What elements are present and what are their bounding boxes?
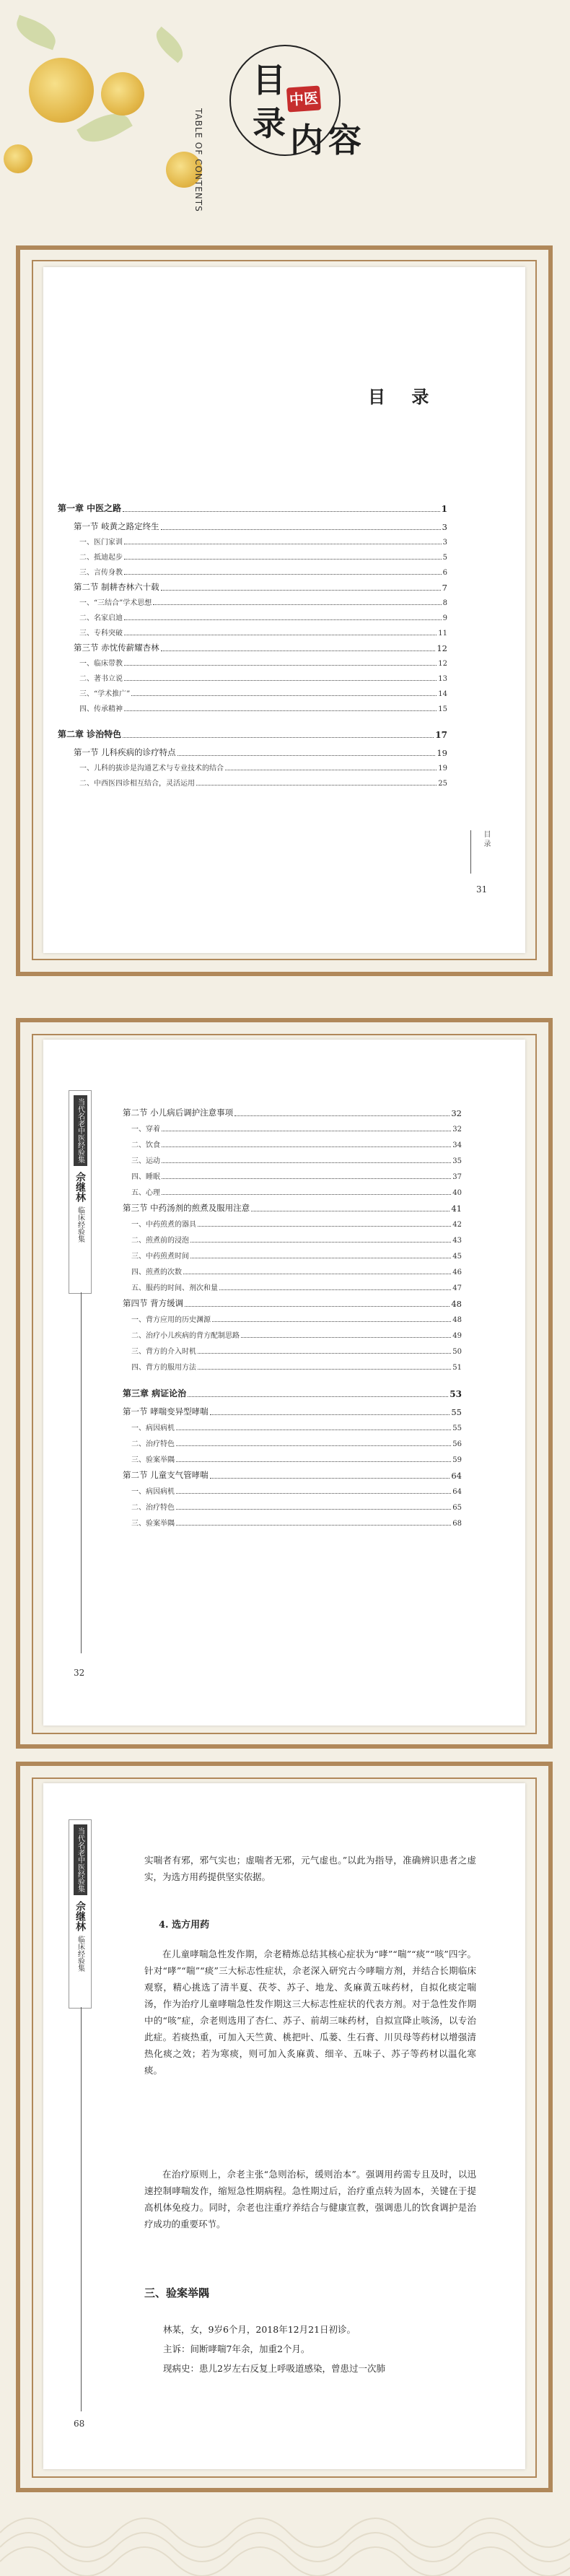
toc-entry[interactable]	[79, 596, 447, 607]
toc-entry-label: 第二章 诊治特色	[58, 729, 122, 739]
toc-entry-page: 43	[452, 1237, 462, 1245]
toc-leader-dots	[131, 695, 437, 696]
toc-entry-label: 一、临床带教	[79, 660, 123, 668]
toc-leader-dots	[190, 1242, 451, 1243]
toc-entry-label: 一、“三结合”学术思想	[79, 599, 152, 607]
toc-entry-label: 一、病因病机	[131, 1424, 175, 1432]
toc-entry-label: 二、中西医四诊相互结合，灵活运用	[79, 780, 195, 788]
toc-entry-label: 三、验案举隅	[131, 1456, 175, 1464]
toc-entry[interactable]	[74, 747, 447, 758]
toc-entry-page: 11	[438, 630, 447, 638]
toc-entry-label: 第二节 制耕杏林六十载	[74, 582, 159, 592]
toc-entry-page: 53	[450, 1389, 462, 1399]
leaf-decoration	[12, 15, 61, 51]
toc-leader-dots	[234, 1115, 450, 1116]
toc-entry-page: 65	[452, 1504, 462, 1512]
toc-entry[interactable]	[131, 1422, 462, 1432]
toc-entry-label: 三、专科突破	[79, 630, 123, 638]
toc-leader-dots	[219, 1289, 451, 1290]
toc-title: 目 录	[368, 386, 439, 407]
page1	[43, 267, 525, 953]
toc-entry[interactable]	[74, 642, 447, 653]
toc-entry-page: 19	[437, 748, 447, 758]
toc-entry-page: 1	[441, 504, 447, 514]
toc-entry-page: 9	[442, 614, 447, 622]
toc-entry-label: 四、传承精神	[79, 705, 123, 713]
header-decoration	[0, 0, 570, 217]
toc-entry-page: 32	[452, 1126, 462, 1133]
toc-leader-dots	[176, 1445, 451, 1446]
toc-entry-label: 四、背方的服用方法	[131, 1364, 196, 1372]
toc-leader-dots	[210, 1478, 450, 1479]
toc-entry-page: 34	[452, 1141, 462, 1149]
toc-entry-label: 二、饮食	[131, 1141, 160, 1149]
book-label	[69, 1090, 92, 1294]
toc-entry-page: 59	[452, 1456, 462, 1464]
toc-leader-dots	[198, 1226, 451, 1227]
title-char: 内	[290, 121, 323, 160]
toc-entry-label: 二、煎煮前的浸泡	[131, 1237, 189, 1245]
toc-entry-label: 第四节 背方缓调	[123, 1298, 184, 1308]
toc-entry-page: 46	[452, 1269, 462, 1276]
toc-entry-page: 50	[452, 1348, 462, 1356]
toc-entry[interactable]	[131, 1485, 462, 1496]
toc-leader-dots	[196, 785, 437, 786]
leaf-decoration	[150, 27, 189, 64]
book-series: 当代名老中医经验集	[74, 1824, 87, 1895]
toc-leader-dots	[161, 650, 436, 651]
toc-entry[interactable]	[79, 762, 447, 773]
toc-entry-label: 三、验案举隅	[131, 1520, 175, 1528]
toc-entry-label: 第二节 小儿病后调护注意事项	[123, 1108, 234, 1118]
toc-leader-dots	[210, 1414, 450, 1415]
toc-entry[interactable]	[123, 1406, 462, 1417]
toc-entry-page: 56	[452, 1440, 462, 1448]
toc-entry-label: 第一节 儿科疾病的诊疗特点	[74, 747, 176, 757]
toc-leader-dots	[153, 604, 441, 605]
side-rule	[81, 1292, 82, 1653]
toc-entry[interactable]	[131, 1234, 462, 1245]
toc-entry-label: 第二节 儿童支气管哮喘	[123, 1470, 209, 1480]
seal-stamp: 中医	[286, 85, 321, 112]
toc-leader-dots	[124, 710, 437, 711]
toc-entry[interactable]	[74, 521, 447, 532]
toc-entry[interactable]	[79, 612, 447, 622]
toc-leader-dots	[123, 511, 439, 512]
title-char: 录	[253, 104, 286, 143]
toc-entry-label: 二、治疗特色	[131, 1440, 175, 1448]
toc-entry-label: 第三章 病证论治	[123, 1388, 187, 1398]
case-line: 现病史：患儿2岁左右反复上呼吸道感染，曾患过一次肺	[163, 2363, 385, 2374]
page3	[43, 1783, 525, 2469]
toc-entry-page: 42	[452, 1221, 462, 1229]
wave-decoration	[0, 2489, 570, 2576]
toc-entry-page: 12	[437, 643, 447, 653]
page-number: 31	[476, 884, 488, 895]
toc-leader-dots	[161, 590, 441, 591]
toc-entry[interactable]	[79, 551, 447, 562]
toc-entry-page: 25	[438, 780, 447, 788]
toc-entry[interactable]	[131, 1250, 462, 1261]
toc-leader-dots	[162, 1194, 451, 1195]
toc-leader-dots	[162, 1162, 451, 1163]
book-label	[69, 1819, 92, 2009]
page2	[43, 1040, 525, 1726]
toc-entry-label: 四、煎煮的次数	[131, 1269, 182, 1276]
toc-entry[interactable]	[79, 672, 447, 683]
toc-entry-label: 四、睡眠	[131, 1173, 160, 1181]
toc-entry-label: 二、名家启迪	[79, 614, 123, 622]
toc-entry-page: 12	[438, 660, 447, 668]
toc-entry-label: 二、治疗小儿疾病的背方配制思路	[131, 1332, 240, 1340]
toc-entry-page: 15	[438, 705, 447, 713]
toc-entry-page: 64	[451, 1471, 462, 1481]
toc-entry-page: 3	[442, 539, 447, 547]
toc-leader-dots	[177, 755, 436, 756]
toc-entry[interactable]	[79, 536, 447, 547]
toc-entry-page: 8	[442, 599, 447, 607]
book-author: 佘继林	[74, 1172, 86, 1202]
toc-leader-dots	[198, 1353, 451, 1354]
toc-entry-page: 47	[452, 1284, 462, 1292]
toc-entry-page: 3	[442, 522, 447, 532]
toc-entry[interactable]	[79, 702, 447, 713]
toc-leader-dots	[176, 1493, 451, 1494]
toc-leader-dots	[162, 1146, 451, 1147]
toc-entry[interactable]	[79, 627, 447, 638]
section-heading: 三、验案举隅	[144, 2286, 210, 2299]
toc-leader-dots	[124, 619, 442, 620]
toc-entry-label: 二、抵迪起步	[79, 554, 123, 562]
page-number: 32	[74, 1668, 85, 1678]
toc-entry[interactable]	[79, 687, 447, 698]
toc-entry-page: 55	[451, 1407, 462, 1417]
toc-entry[interactable]	[131, 1282, 462, 1292]
toc-entry-page: 68	[452, 1520, 462, 1528]
book-series: 当代名老中医经验集	[74, 1095, 87, 1166]
toc-entry-page: 48	[451, 1299, 462, 1309]
toc-entry[interactable]	[58, 728, 447, 740]
book-subtitle: 临床经验集	[76, 1936, 84, 1972]
toc-entry-label: 第三节 赤忱传薪耀杏林	[74, 643, 159, 653]
toc-leader-dots	[185, 1306, 450, 1307]
toc-entry[interactable]	[131, 1453, 462, 1464]
toc-leader-dots	[124, 559, 442, 560]
toc-entry[interactable]	[131, 1329, 462, 1340]
toc-entry[interactable]	[79, 566, 447, 577]
toc-entry-label: 三、言传身教	[79, 569, 123, 577]
toc-entry-page: 45	[452, 1253, 462, 1261]
title-char: 目	[253, 61, 286, 100]
toc-entry-label: 一、病因病机	[131, 1488, 175, 1496]
toc-leader-dots	[176, 1509, 451, 1510]
toc-entry-page: 6	[442, 569, 447, 577]
toc-entry[interactable]	[131, 1345, 462, 1356]
case-line: 主诉：间断哮喘7年余，加重2个月。	[163, 2344, 310, 2354]
toc-entry-label: 一、穿着	[131, 1126, 160, 1133]
page-number: 68	[74, 2419, 85, 2429]
toc-entry-label: 一、中药煎煮的器具	[131, 1221, 196, 1229]
toc-entry[interactable]	[58, 502, 447, 514]
section-heading: 4. 选方用药	[159, 1920, 210, 1931]
paragraph: 在儿童哮喘急性发作期，佘老精炼总结其核心症状为“哮”“喘”“痰”“咳”四字。针对“哮”“喘”“痰”三大标志性症状，佘老深入研究古今哮喘方剂，并结合长期临床观察，精心挑选了清半夏、茯苓、苏子、地龙、炙麻黄五味药材，自拟化痰定喘汤，作为治疗儿童哮喘急性发作期这三大标志性症状的代表方剂。对于急性发作期中的“咳”症，佘老则选用了杏仁、苏子、前胡三味药材，自拟宣降止咳汤，以专治此症。若痰热重，可加入天竺黄、桃把叶、瓜蒌、生石膏、川贝母等药材以增强清热化痰之效；若为寒痰，则可加入炙麻黄、细辛、五味子、苏子等药材以温化寒痰。	[144, 1949, 476, 2076]
toc-entry[interactable]	[123, 1202, 462, 1214]
flower-decoration	[29, 58, 94, 123]
toc-entry[interactable]	[131, 1266, 462, 1276]
toc-entry-page: 48	[452, 1316, 462, 1324]
toc-entry-label: 三、运动	[131, 1157, 160, 1165]
book-subtitle: 临床经验集	[76, 1206, 84, 1243]
toc-leader-dots	[176, 1461, 451, 1462]
toc-leader-dots	[241, 1337, 451, 1338]
toc-entry[interactable]	[79, 777, 447, 788]
toc-entry-page: 49	[452, 1332, 462, 1340]
toc-entry[interactable]	[74, 581, 447, 593]
toc-entry-page: 64	[452, 1488, 462, 1496]
toc-entry[interactable]	[123, 1297, 462, 1309]
toc-entry[interactable]	[131, 1517, 462, 1528]
toc-leader-dots	[162, 1178, 451, 1179]
toc-leader-dots	[198, 1369, 451, 1370]
toc-entry-label: 三、中药煎煮时间	[131, 1253, 189, 1261]
toc-entry-label: 五、心理	[131, 1189, 160, 1197]
toc-entry-label: 三、背方的介入时机	[131, 1348, 196, 1356]
case-line: 林某，女，9岁6个月，2018年12月21日初诊。	[163, 2324, 356, 2335]
toc-entry[interactable]	[79, 657, 447, 668]
toc-entry[interactable]	[131, 1437, 462, 1448]
toc-entry-page: 37	[452, 1173, 462, 1181]
toc-entry-label: 二、治疗特色	[131, 1504, 175, 1512]
side-rule	[470, 830, 471, 874]
toc-entry[interactable]	[131, 1123, 462, 1133]
toc-entry[interactable]	[131, 1154, 462, 1165]
toc-leader-dots	[123, 737, 434, 738]
toc-leader-dots	[124, 665, 437, 666]
toc-leader-dots	[188, 1396, 448, 1397]
toc-entry[interactable]	[131, 1186, 462, 1197]
book-author: 佘继林	[74, 1901, 86, 1931]
paragraph: 实喘者有邪，邪气实也；虚喘者无邪，元气虚也。”以此为指导，准确辨识患者之虚实，为选方用药提供坚实依据。	[144, 1855, 476, 1882]
toc-entry[interactable]	[131, 1218, 462, 1229]
toc-entry[interactable]	[131, 1139, 462, 1149]
toc-entry-page: 5	[442, 554, 447, 562]
toc-leader-dots	[124, 680, 437, 681]
toc-entry-label: 第一节 哮喘变异型哮喘	[123, 1406, 209, 1417]
toc-entry-page: 32	[451, 1108, 462, 1118]
toc-entry-page: 14	[438, 690, 447, 698]
side-rule	[81, 2007, 82, 2411]
toc-entry-page: 51	[452, 1364, 462, 1372]
toc-entry-label: 一、背方应用的历史渊源	[131, 1316, 211, 1324]
flower-decoration	[4, 144, 32, 173]
side-label: 目 录	[482, 830, 490, 848]
toc-entry[interactable]	[123, 1107, 462, 1118]
toc-entry-label: 二、著书立说	[79, 675, 123, 683]
title-char: 容	[328, 121, 361, 160]
title-subtitle: TABLE OF CONTENTS	[193, 108, 203, 212]
toc-leader-dots	[176, 1525, 451, 1526]
toc-entry-page: 40	[452, 1189, 462, 1197]
toc-leader-dots	[212, 1321, 451, 1322]
toc-entry-page: 13	[438, 675, 447, 683]
toc-entry-label: 一、儿科的拔诊是沟通艺术与专业技术的结合	[79, 765, 224, 773]
toc-entry[interactable]	[123, 1387, 462, 1399]
toc-entry-page: 17	[435, 730, 447, 740]
toc-entry[interactable]	[131, 1361, 462, 1372]
toc-entry-page: 35	[452, 1157, 462, 1165]
toc-entry-page: 41	[451, 1204, 462, 1214]
toc-entry-label: 五、服药的时间、剂次和量	[131, 1284, 218, 1292]
toc-leader-dots	[124, 574, 442, 575]
toc-entry-label: 第一节 岐黄之路定终生	[74, 521, 159, 531]
toc-leader-dots	[161, 529, 441, 530]
paragraph: 在治疗原则上，佘老主张“急则治标，缓则治本”。强调用药需专且及时，以迅速控制哮喘发作，缩短急性期病程。急性期过后，治疗重点转为固本，关键在于提高机体免疫力。同时，佘老也注重疗养结合与健康宣教，强调患儿的饮食调护是治疗成功的重要环节。	[144, 2169, 476, 2229]
toc-entry[interactable]	[123, 1469, 462, 1481]
flower-decoration	[101, 72, 144, 116]
toc-entry-label: 三、“学术推广”	[79, 690, 131, 698]
toc-entry-page: 19	[438, 765, 447, 773]
toc-entry[interactable]	[131, 1501, 462, 1512]
toc-entry-label: 一、医门家训	[79, 539, 123, 547]
toc-entry-label: 第一章 中医之路	[58, 503, 122, 513]
toc-entry-label: 第三节 中药汤剂的煎煮及服用注意	[123, 1203, 250, 1213]
toc-entry[interactable]	[131, 1170, 462, 1181]
toc-entry-page: 55	[452, 1424, 462, 1432]
toc-entry[interactable]	[131, 1313, 462, 1324]
toc-entry-page: 7	[442, 583, 447, 593]
